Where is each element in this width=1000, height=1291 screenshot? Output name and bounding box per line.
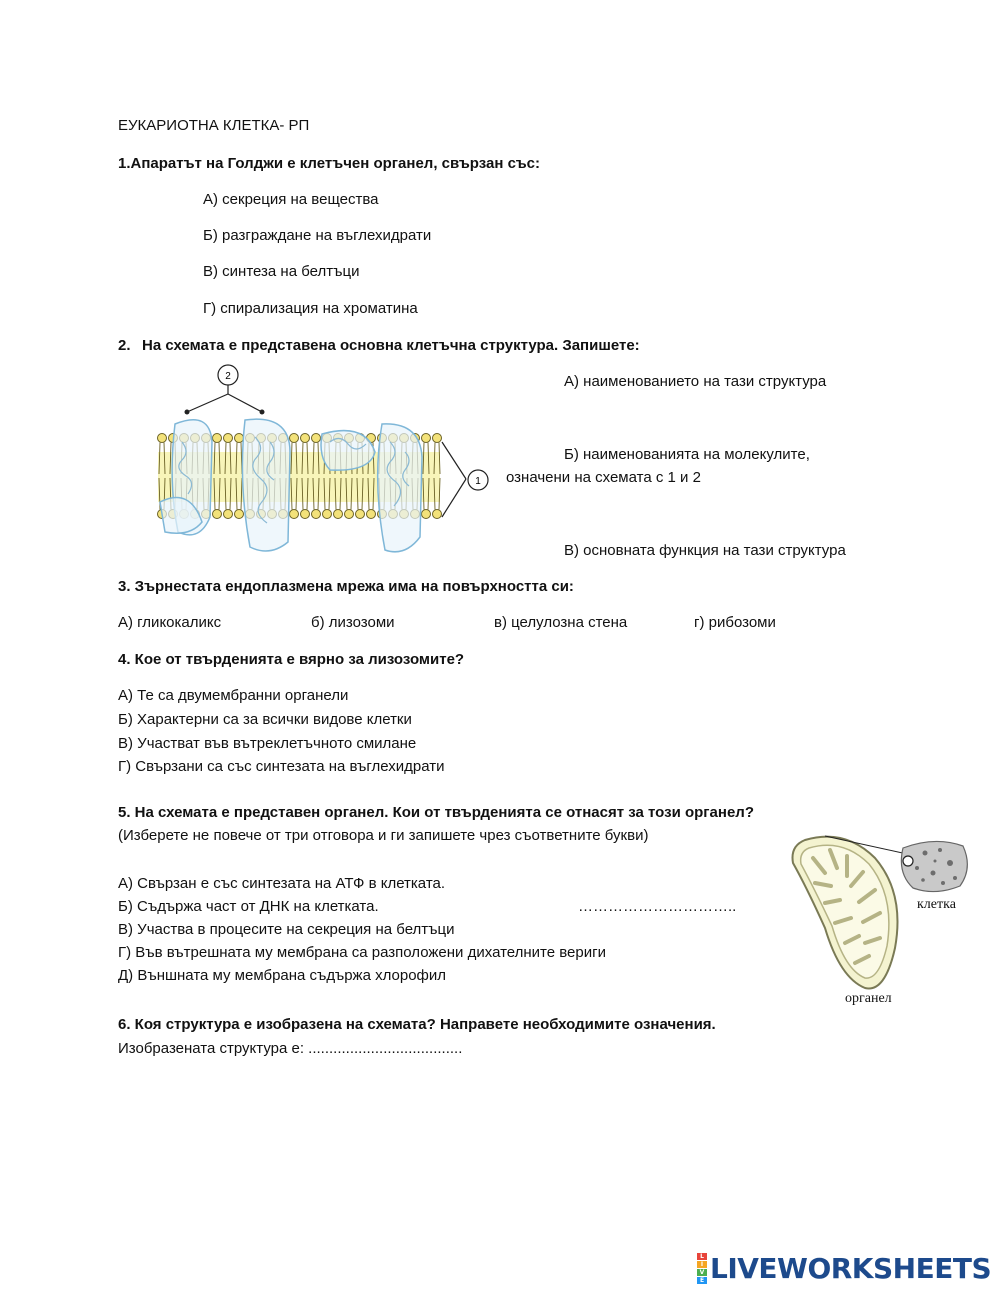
q5-option-e: Д) Външната му мембрана съдържа хлорофил: [118, 967, 447, 984]
q1-option-a[interactable]: А) секреция на вещества: [203, 191, 379, 208]
q1-option-b[interactable]: Б) разграждане на въглехидрати: [203, 227, 432, 244]
q2-part-b-line1: Б) наименованията на молекулите,: [564, 446, 810, 463]
q1-option-c[interactable]: В) синтеза на белтъци: [203, 263, 360, 280]
liveworksheets-logo: [697, 1252, 991, 1285]
question-4: 4. Кое от твърденията е вярно за лизозомите?: [118, 651, 465, 668]
question-2-number: 2.: [118, 337, 131, 354]
cell-membrane-diagram: [150, 362, 500, 562]
q1-option-d[interactable]: Г) спирализация на хроматина: [203, 300, 418, 317]
logo-block-l: L: [697, 1253, 707, 1260]
q5-answer-blank[interactable]: …………………………..: [578, 898, 737, 915]
q3-option-c[interactable]: в) целулозна стена: [494, 614, 628, 631]
q6-answer-label[interactable]: Изобразената структура е: .....................................: [118, 1040, 463, 1057]
worksheet-title: ЕУКАРИОТНА КЛЕТКА- РП: [118, 117, 310, 134]
q4-option-d[interactable]: Г) Свързани са със синтезата на въглехидрати: [118, 758, 445, 775]
q4-option-b[interactable]: Б) Характерни са за всички видове клетки: [118, 711, 412, 728]
q5-option-b: Б) Съдържа част от ДНК на клетката.: [118, 898, 379, 915]
question-6: 6. Коя структура е изобразена на схемата? Направете необходимите означения.: [118, 1016, 716, 1033]
q5-instruction: (Изберете не повече от три отговора и ги запишете чрез съответните букви): [118, 827, 649, 844]
label-organelle: органел: [845, 991, 892, 1006]
mitochondrion-diagram: [785, 828, 975, 1013]
q3-option-a[interactable]: А) гликокаликс: [118, 614, 222, 631]
q5-option-d: Г) Във вътрешната му мембрана са разположени дихателните вериги: [118, 944, 606, 961]
q2-part-b-line2: означени на схемата с 1 и 2: [506, 469, 701, 486]
logo-block-i: I: [697, 1261, 707, 1268]
question-1: 1.Апаратът на Голджи е клетъчен органел, свързан със:: [118, 155, 540, 172]
logo-block-e: E: [697, 1277, 707, 1284]
membrane-label-2: 2: [225, 371, 231, 382]
question-5: 5. На схемата е представен органел. Кои от твърденията се отнасят за този органел?: [118, 804, 754, 821]
question-2: На схемата е представена основна клетъчна структура. Запишете:: [142, 337, 640, 354]
q3-option-d[interactable]: г) рибозоми: [694, 614, 776, 631]
question-3: 3. Зърнестата ендоплазмена мрежа има на повърхността си:: [118, 578, 574, 595]
q5-option-a: А) Свързан е със синтезата на АТФ в клетката.: [118, 875, 446, 892]
q4-option-a[interactable]: А) Те са двумембранни органели: [118, 687, 349, 704]
label-cell: клетка: [917, 897, 956, 912]
q5-option-c: В) Участва в процесите на секреция на белтъци: [118, 921, 455, 938]
q4-option-c[interactable]: В) Участват във вътреклетъчното смилане: [118, 735, 417, 752]
logo-icon: [697, 1253, 707, 1284]
membrane-label-1: 1: [475, 476, 481, 487]
logo-text: LIVEWORKSHEETS: [710, 1252, 992, 1285]
q2-part-c: В) основната функция на тази структура: [564, 542, 846, 559]
q3-option-b[interactable]: б) лизозоми: [311, 614, 395, 631]
q2-part-a: А) наименованието на тази структура: [564, 373, 827, 390]
logo-block-v: V: [697, 1269, 707, 1276]
